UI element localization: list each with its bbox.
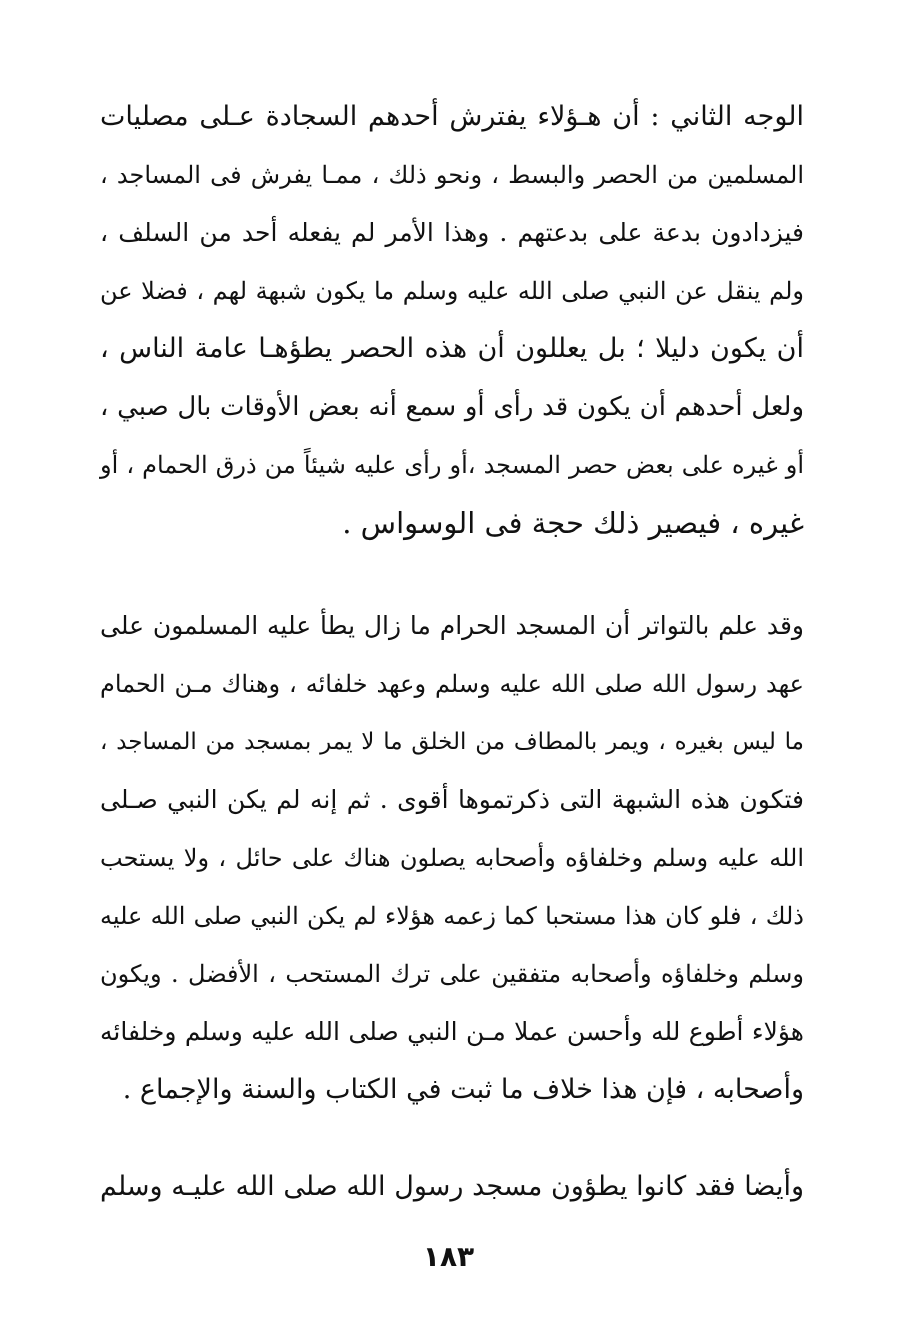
text-line: ذلك ، فلو كان هذا مستحبا كما زعمه هؤلاء لم يكن النبي صلى الله عليه [100,902,804,930]
paragraph-2 [100,597,804,1119]
text-line: وأيضا فقد كانوا يطؤون مسجد رسول الله صلى الله عليـه وسلم [100,1171,804,1202]
text-line: فتكون هذه الشبهة التى ذكرتموها أقوى . ثم إنه لم يكن النبي صـلى [100,785,804,814]
text-line: ولعل أحدهم أن يكون قد رأى أو سمع أنه بعض الأوقات بال صبي ، [100,392,804,422]
text-line: غيره ، فيصير ذلك حجة فى الوسواس . [342,506,804,540]
text-line: الوجه الثاني : أن هـؤلاء يفترش أحدهم السجادة عـلى مصليات [100,101,804,132]
paragraph-1 [100,88,804,552]
text-line: الله عليه وسلم وخلفاؤه وأصحابه يصلون هناك على حائل ، ولا يستحب [100,844,804,872]
text-line: ما ليس بغيره ، ويمر بالمطاف من الخلق ما لا يمر بمسجد من المساجد ، [100,729,804,755]
text-line: أو غيره على بعض حصر المسجد ،أو رأى عليه شيئاً من ذرق الحمام ، أو [100,451,804,479]
text-line: وأصحابه ، فإن هذا خلاف ما ثبت في الكتاب والسنة والإجماع . [122,1074,804,1105]
text-line: ولم ينقل عن النبي صلى الله عليه وسلم ما يكون شبهة لهم ، فضلا عن [100,277,804,305]
text-line: فيزدادون بدعة على بدعتهم . وهذا الأمر لم يفعله أحد من السلف ، [100,218,804,247]
page-number: ١٨٣ [422,1240,475,1273]
text-line: وسلم وخلفاؤه وأصحابه متفقين على ترك المستحب ، الأفضل . ويكون [100,960,804,988]
text-line: المسلمين من الحصر والبسط ، ونحو ذلك ، ممـا يفرش فى المساجد ، [100,161,804,189]
text-line: هؤلاء أطوع لله وأحسن عملا مـن النبي صلى الله عليه وسلم وخلفائه [100,1017,804,1046]
text-line: عهد رسول الله صلى الله عليه وسلم وعهد خلفائه ، وهناك مـن الحمام [100,670,804,698]
text-line: أن يكون دليلا ؛ بل يعللون أن هذه الحصر يطؤهـا عامة الناس ، [100,333,804,364]
text-line: وقد علم بالتواتر أن المسجد الحرام ما زال يطأ عليه المسلمون على [100,611,804,640]
paragraph-3 [100,1158,804,1216]
